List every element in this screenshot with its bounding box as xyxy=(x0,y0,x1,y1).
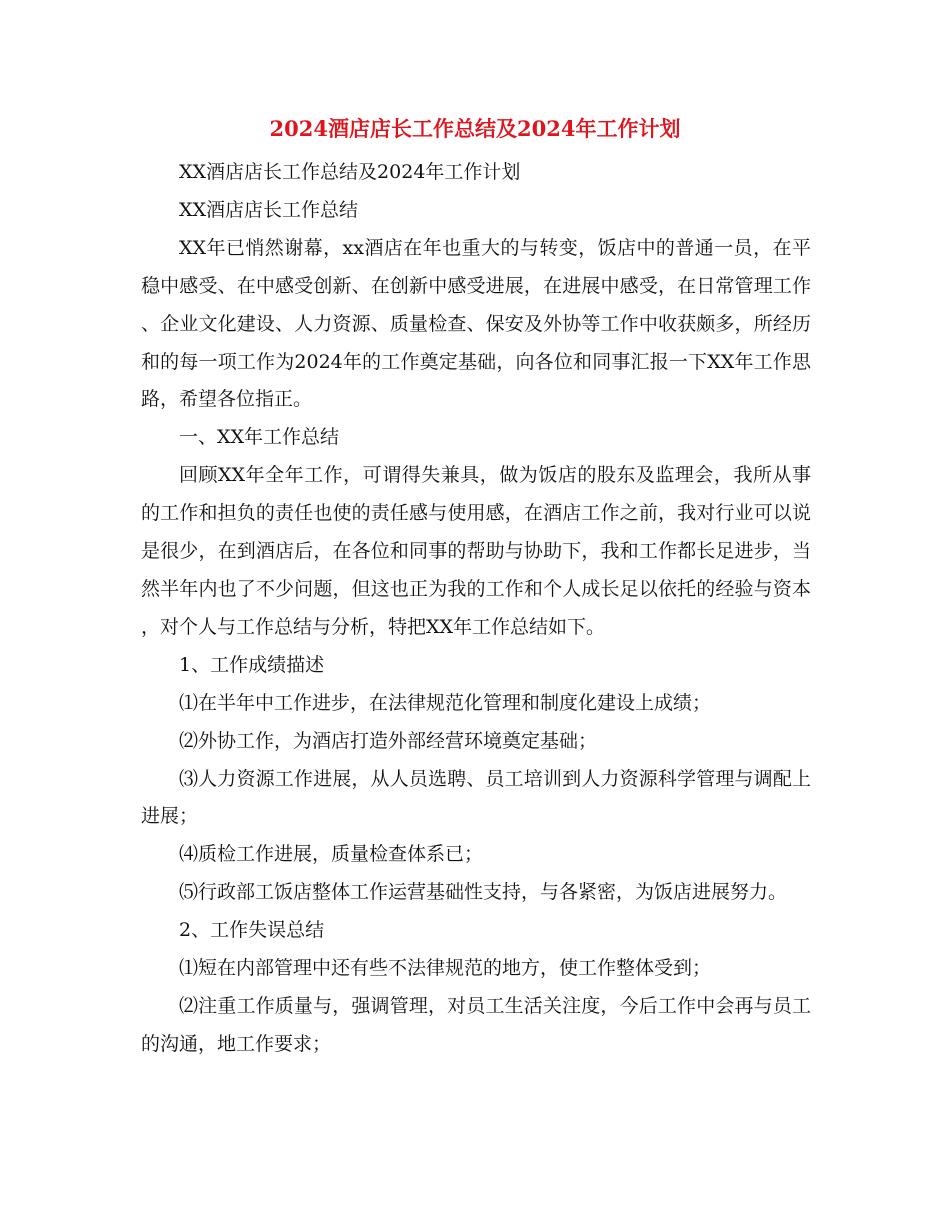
list-item: ⑴短在内部管理中还有些不法律规范的地方，使工作整体受到； xyxy=(179,957,712,980)
list-item: ⑵外协工作，为酒店打造外部经营环境奠定基础； xyxy=(179,729,598,752)
paragraph-subtitle: XX酒店店长工作总结及2024年工作计划 xyxy=(179,161,521,183)
paragraph-intro: XX年已悄然谢幕，xx酒店在年也重大的与转变，饭店中的普通一员，在平稳中感受、在中感受创新、在创新中感受进展，在进展中感受，在日常管理工作、企业文化建设、人力资源、质量检查、保安及外协等工作中收获颇多，所经历和的每一项工作为2024年的工作奠定基础，向各位和同事汇报一下XX年工作思路，希望各位指正。 xyxy=(141,236,811,411)
list-item: ⑶人力资源工作进展，从人员选聘、员工培训到人力资源科学管理与调配上进展； xyxy=(141,767,811,828)
list-item: ⑸行政部工饭店整体工作运营基础性支持，与各紧密，为饭店进展努力。 xyxy=(179,881,788,904)
document-body xyxy=(141,154,811,1064)
paragraph-section-heading: XX酒店店长工作总结 xyxy=(179,198,359,221)
paragraph-subheading-2: 2、工作失误总结 xyxy=(179,919,325,942)
paragraph-review: 回顾XX年全年工作，可谓得失兼具，做为饭店的股东及监理会，我所从事的工作和担负的责任也使的责任感与使用感，在酒店工作之前，我对行业可以说是很少，在到酒店后，在各位和同事的帮助与协助下，我和工作都长足进步，当然半年内也了不少问题，但这也正为我的工作和个人成长足以依托的经验与资本，对个人与工作总结与分析，特把XX年工作总结如下。 xyxy=(141,464,811,638)
paragraph-heading-1: 一、XX年工作总结 xyxy=(179,426,340,449)
document-title: 2024酒店店长工作总结及2024年工作计划 xyxy=(269,116,681,141)
list-item: ⑷质检工作进展，质量检查体系已； xyxy=(179,843,484,866)
paragraph-subheading-1: 1、工作成绩描述 xyxy=(179,653,325,676)
list-item: ⑵注重工作质量与，强调管理，对员工生活关注度，今后工作中会再与员工的沟通，地工作要求； xyxy=(141,994,811,1055)
list-item: ⑴在半年中工作进步，在法律规范化管理和制度化建设上成绩； xyxy=(179,691,712,714)
